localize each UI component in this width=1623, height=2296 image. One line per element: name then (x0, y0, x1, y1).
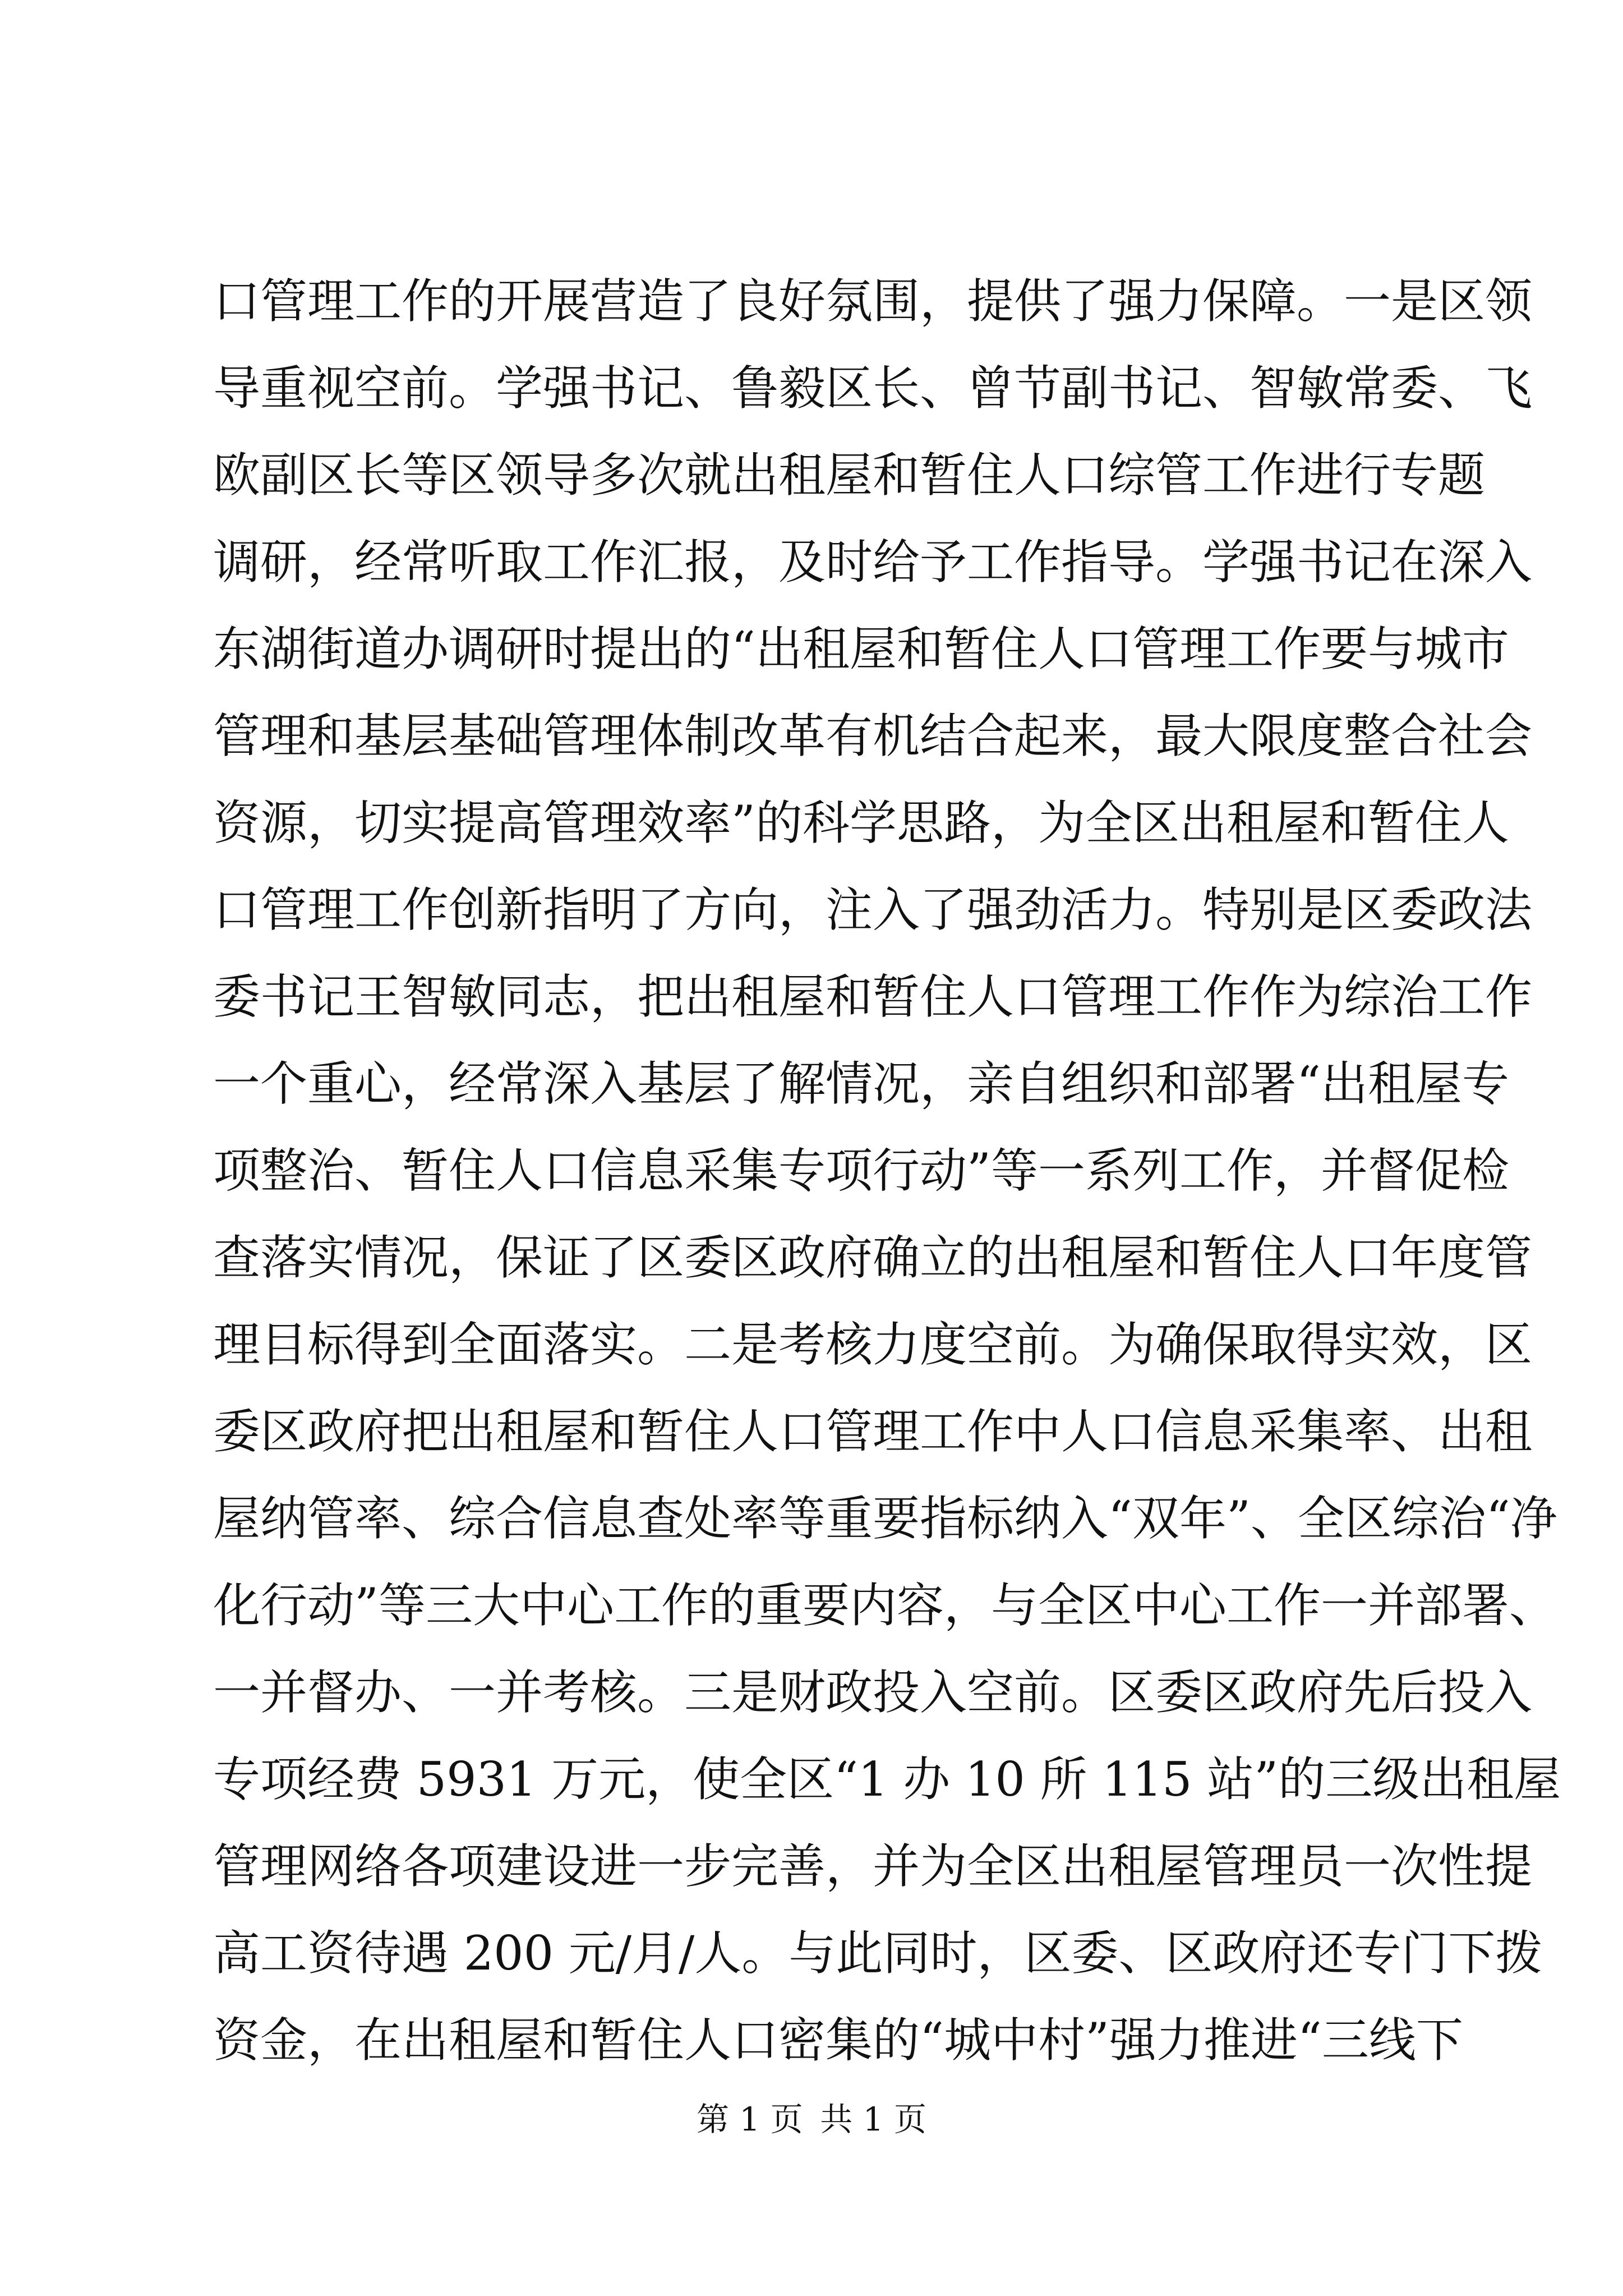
text-line-14: 委区政府把出租屋和暂住人口管理工作中人口信息采集率、出租 (213, 1404, 1533, 1459)
text-line-7: 资源，切实提高管理效率”的科学思路，为全区出租屋和暂住人 (213, 795, 1509, 850)
text-line-10: 一个重心，经常深入基层了解情况，亲自组织和部署“出租屋专 (213, 1056, 1509, 1111)
text-line-1: 口管理工作的开展营造了良好氛围，提供了强力保障。一是区领 (213, 274, 1533, 329)
text-line-3: 欧副区长等区领导多次就出租屋和暂住人口综管工作进行专题 (213, 448, 1486, 503)
text-line-17: 一并督办、一并考核。三是财政投入空前。区委区政府先后投入 (213, 1665, 1533, 1720)
text-line-15: 屋纳管率、综合信息查处率等重要指标纳入“双年”、全区综治“净 (213, 1491, 1557, 1546)
text-line-16: 化行动”等三大中心工作的重要内容，与全区中心工作一并部署、 (213, 1578, 1556, 1633)
text-line-4: 调研，经常听取工作汇报，及时给予工作指导。学强书记在深入 (213, 535, 1533, 590)
text-line-8: 口管理工作创新指明了方向，注入了强劲活力。特别是区委政法 (213, 882, 1533, 937)
text-line-19: 管理网络各项建设进一步完善，并为全区出租屋管理员一次性提 (213, 1839, 1533, 1894)
page-total: 共 1 页 (820, 2100, 926, 2138)
text-line-9: 委书记王智敏同志，把出租屋和暂住人口管理工作作为综治工作 (213, 969, 1533, 1024)
page-footer (0, 2097, 1623, 2142)
body-text (213, 258, 1561, 2084)
text-line-18: 专项经费 5931 万元，使全区“1 办 10 所 115 站”的三级出租屋 (213, 1752, 1561, 1807)
text-line-12: 查落实情况，保证了区委区政府确立的出租屋和暂住人口年度管 (213, 1230, 1533, 1285)
text-line-13: 理目标得到全面落实。二是考核力度空前。为确保取得实效，区 (213, 1317, 1533, 1372)
text-line-21: 资金，在出租屋和暂住人口密集的“城中村”强力推进“三线下 (213, 2013, 1463, 2068)
page-number: 第 1 页 (697, 2100, 803, 2138)
text-line-11: 项整治、暂住人口信息采集专项行动”等一系列工作，并督促检 (213, 1143, 1509, 1198)
text-line-2: 导重视空前。学强书记、鲁毅区长、曾节副书记、智敏常委、飞 (213, 361, 1533, 416)
text-line-6: 管理和基层基础管理体制改革有机结合起来，最大限度整合社会 (213, 708, 1533, 763)
text-line-20: 高工资待遇 200 元/月/人。与此同时，区委、区政府还专门下拨 (213, 1926, 1543, 1981)
text-line-5: 东湖街道办调研时提出的“出租屋和暂住人口管理工作要与城市 (213, 622, 1509, 677)
